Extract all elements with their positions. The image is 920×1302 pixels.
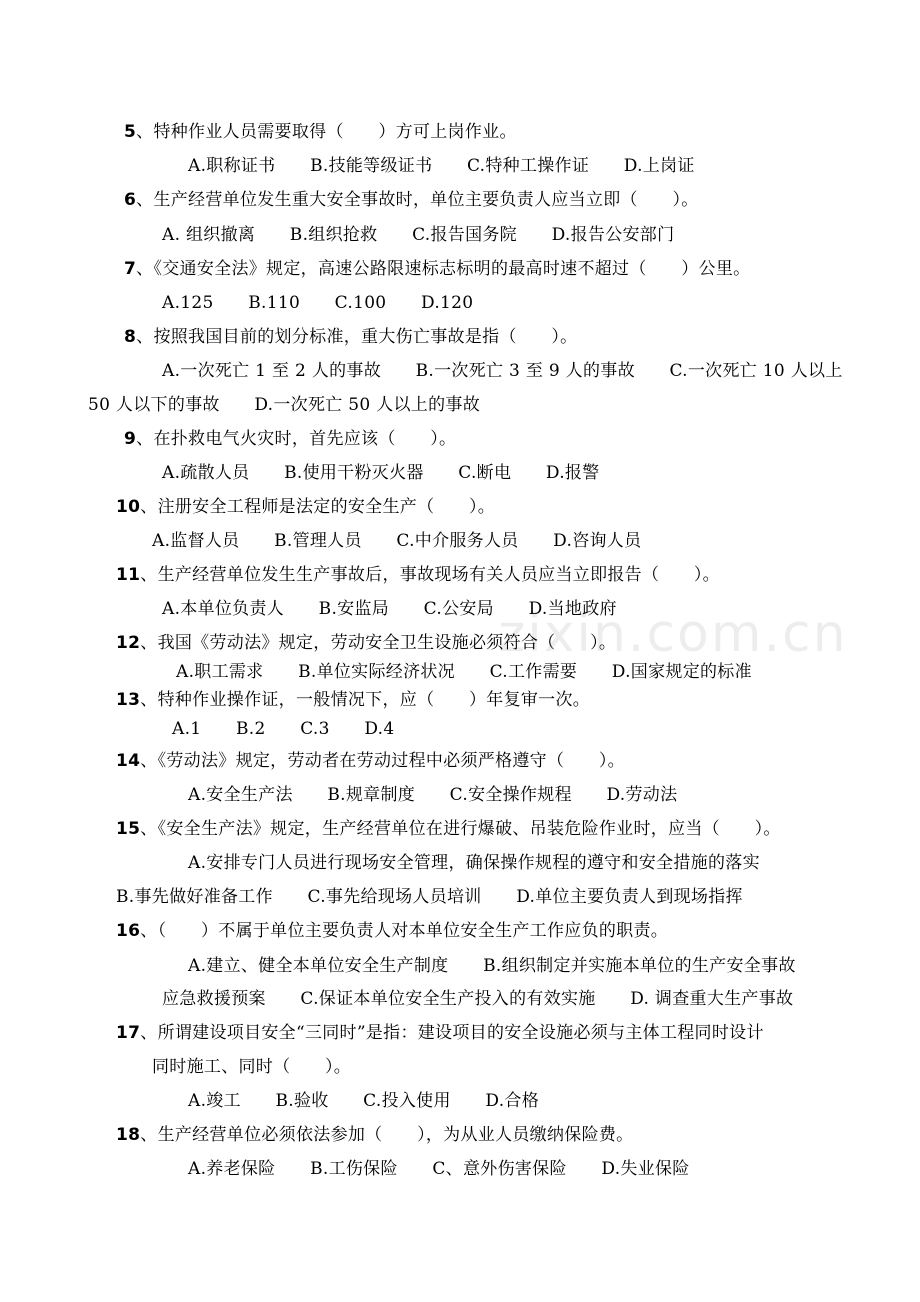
question-16: 16、（ ）不属于单位主要负责人对本单位安全生产工作应负的职责。	[116, 921, 669, 941]
options-15: A.安排专门人员进行现场安全管理，确保操作规程的遵守和安全措施的落实	[188, 853, 760, 873]
options-5: A.职称证书 B.技能等级证书 C.特种工操作证 D.上岗证	[188, 156, 695, 176]
options-8: A.一次死亡 1 至 2 人的事故 B.一次死亡 3 至 9 人的事故 C.一次死亡 10 人以上	[162, 361, 843, 381]
watermark: zixin.com.cn	[498, 604, 848, 664]
question-17: 17、所谓建设项目安全“三同时”是指：建设项目的安全设施必须与主体工程同时设计	[116, 1023, 764, 1043]
question-10: 10、注册安全工程师是法定的安全生产（ ）。	[116, 497, 496, 517]
options-16: A.建立、健全本单位安全生产制度 B.组织制定并实施本单位的生产安全事故	[188, 956, 796, 976]
options-14: A.安全生产法 B.规章制度 C.安全操作规程 D.劳动法	[188, 785, 678, 805]
options-10: A.监督人员 B.管理人员 C.中介服务人员 D.咨询人员	[152, 531, 642, 551]
options-16-cont: 应急救援预案 C.保证本单位安全生产投入的有效实施 D. 调查重大生产事故	[162, 989, 794, 1009]
options-8-cont: 50 人以下的事故 D.一次死亡 50 人以上的事故	[88, 395, 481, 415]
options-18: A.养老保险 B.工伤保险 C、意外伤害保险 D.失业保险	[188, 1159, 690, 1179]
options-13: A.1 B.2 C.3 D.4	[172, 719, 395, 739]
question-9: 9、在扑救电气火灾时，首先应该（ ）。	[124, 429, 457, 449]
question-18: 18、生产经营单位必须依法参加（ ），为从业人员缴纳保险费。	[116, 1125, 634, 1145]
question-17-cont: 同时施工、同时（ ）。	[152, 1057, 352, 1077]
question-8: 8、按照我国目前的划分标准，重大伤亡事故是指（ ）。	[124, 327, 578, 347]
question-12: 12、我国《劳动法》规定，劳动安全卫生设施必须符合（ ）。	[116, 633, 617, 653]
options-17: A.竣工 B.验收 C.投入使用 D.合格	[188, 1091, 540, 1111]
question-14: 14、《劳动法》规定，劳动者在劳动过程中必须严格遵守（ ）。	[116, 751, 625, 771]
options-15-cont: B.事先做好准备工作 C.事先给现场人员培训 D.单位主要负责人到现场指挥	[116, 887, 743, 907]
options-6: A. 组织撤离 B.组织抢救 C.报告国务院 D.报告公安部门	[162, 225, 675, 245]
question-11: 11、生产经营单位发生生产事故后，事故现场有关人员应当立即报告（ ）。	[116, 565, 720, 585]
question-13: 13、特种作业操作证，一般情况下，应（ ）年复审一次。	[116, 690, 591, 710]
question-5: 5、特种作业人员需要取得（ ）方可上岗作业。	[124, 122, 517, 142]
options-12: A.职工需求 B.单位实际经济状况 C.工作需要 D.国家规定的标准	[176, 662, 752, 682]
options-11: A.本单位负责人 B.安监局 C.公安局 D.当地政府	[162, 599, 617, 619]
question-6: 6、生产经营单位发生重大安全事故时，单位主要负责人应当立即（ ）。	[124, 190, 699, 210]
options-7: A.125 B.110 C.100 D.120	[162, 293, 474, 313]
options-9: A.疏散人员 B.使用干粉灭火器 C.断电 D.报警	[162, 463, 600, 483]
question-15: 15、《安全生产法》规定，生产经营单位在进行爆破、吊装危险作业时，应当（ ）。	[116, 819, 781, 839]
question-7: 7、《交通安全法》规定，高速公路限速标志标明的最高时速不超过（ ）公里。	[124, 259, 751, 279]
